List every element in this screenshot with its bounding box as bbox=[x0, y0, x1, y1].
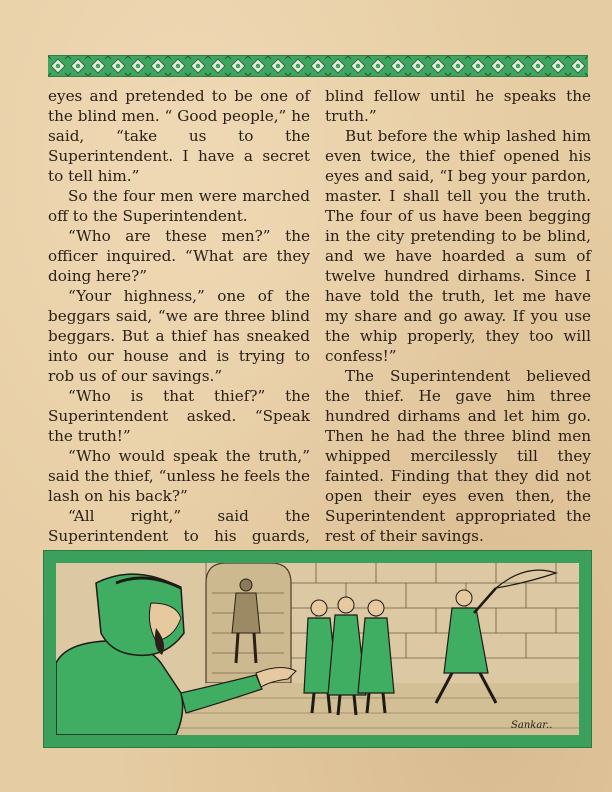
right-column-paragraph: But before the whip lashed him even twice, the thief opened his eyes and said, “I beg your pardon, master. I shall tell you the truth. The four of us have been begging in the city pretending to be blind, and we have hoarded a sum of twelve hundred dirhams. Since I have told the truth, let me have my share and go away. If you use the whip properly, they too will confess!” bbox=[325, 127, 591, 365]
right-column-paragraph: The Superintendent believed the thief. He gave him three hundred dirhams and let him go. Then he had the three blind men whipped mercilessly till they fainted. Finding that they did not open their eyes even then, the Superintendent appropriated the rest of their savings. bbox=[325, 367, 591, 545]
artist-signature: Sankar.. bbox=[511, 720, 553, 731]
left-column-paragraph: “All right,” said the Superintendent to his guards, bbox=[48, 507, 310, 545]
left-column-paragraph: eyes and pretended to be one of the blind men. “ Good people,” he said, “take us to the Superintendent. I have a secret to tell him.” bbox=[48, 87, 310, 185]
left-column-paragraph: “Who are these men?” the officer inquired. “What are they doing here?” bbox=[48, 227, 310, 285]
left-column-paragraph: “Who would speak the truth,” said the thief, “unless he feels the lash on his back?” bbox=[48, 447, 310, 505]
left-column-paragraph: So the four men were marched off to the Superintendent. bbox=[48, 187, 310, 225]
left-text-column bbox=[48, 86, 310, 566]
left-column-paragraph: “Who is that thief?” the Superintendent asked. “Speak the truth!” bbox=[48, 387, 310, 445]
right-column-paragraph: blind fellow until he speaks the truth.” bbox=[325, 87, 591, 125]
ornament-pattern bbox=[48, 56, 588, 76]
right-text-column bbox=[325, 86, 591, 546]
left-column-paragraph: “Your highness,” one of the beggars said, “we are three blind beggars. But a thief has sneaked into our house and is trying to rob us of our savings.” bbox=[48, 287, 310, 385]
ornamental-border bbox=[48, 55, 588, 77]
story-illustration bbox=[43, 550, 592, 748]
illustration-scene bbox=[56, 563, 579, 735]
